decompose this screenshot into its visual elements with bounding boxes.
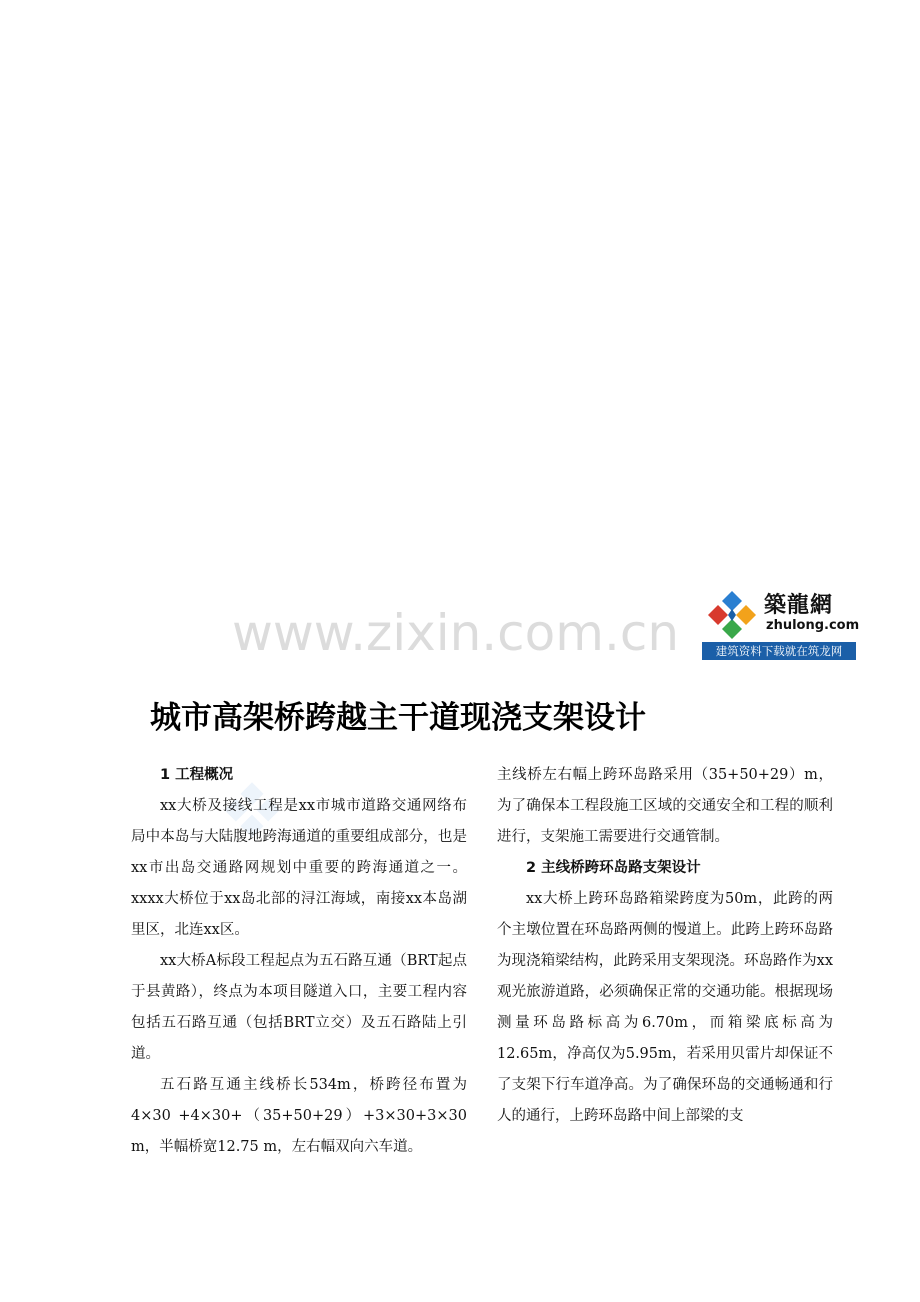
logo-top	[702, 585, 860, 641]
watermark-text: www.zixin.com.cn	[232, 604, 680, 662]
right-column	[497, 760, 833, 1132]
zhulong-logo	[702, 585, 860, 660]
left-column	[131, 760, 467, 1163]
document-title: 城市高架桥跨越主干道现浇支架设计	[150, 700, 646, 736]
paragraph-support-design: xx大桥上跨环岛路箱梁跨度为50m，此跨的两个主墩位置在环岛路两侧的慢道上。此跨上跨环岛路为现浇箱梁结构，此跨采用支架现浇。环岛路作为xx观光旅游道路，必须确保正常的交通功能。根据现场测量环岛路标高为6.70m，而箱梁底标高为12.65m，净高仅为5.95m，若采用贝雷片却保证不了支架下行车道净高。为了确保环岛的交通畅通和行人的通行，上跨环岛路中间上部梁的支	[497, 891, 833, 1124]
logo-domain: zhulong.com	[766, 618, 860, 633]
zhulong-mark-icon	[706, 589, 758, 641]
section-heading-1: 1 工程概况	[160, 767, 234, 783]
logo-slogan: 建筑资料下载就在筑龙网	[702, 642, 856, 660]
paragraph-bridge-length: 五石路互通主线桥长534m，桥跨径布置为4×30 +4×30+（35+50+29）+3×30+3×30 m，半幅桥宽12.75 m，左右幅双向六车道。	[131, 1077, 467, 1155]
section-heading-2: 2 主线桥跨环岛路支架设计	[526, 860, 701, 876]
paragraph-overview: xx大桥及接线工程是xx市城市道路交通网络布局中本岛与大陆腹地跨海通道的重要组成部分，也是xx市出岛交通路网规划中重要的跨海通道之一。xxxx大桥位于xx岛北部的浔江海域，南接xx本岛湖里区，北连xx区。	[131, 798, 467, 938]
logo-name: 築龍網	[764, 593, 834, 618]
paragraph-scope: xx大桥A标段工程起点为五石路互通（BRT起点于县黄路），终点为本项目隧道入口，主要工程内容包括五石路互通（包括BRT立交）及五石路陆上引道。	[131, 953, 467, 1062]
paragraph-traffic-control: 主线桥左右幅上跨环岛路采用（35+50+29）m，为了确保本工程段施工区域的交通安全和工程的顺利进行，支架施工需要进行交通管制。	[497, 767, 833, 845]
